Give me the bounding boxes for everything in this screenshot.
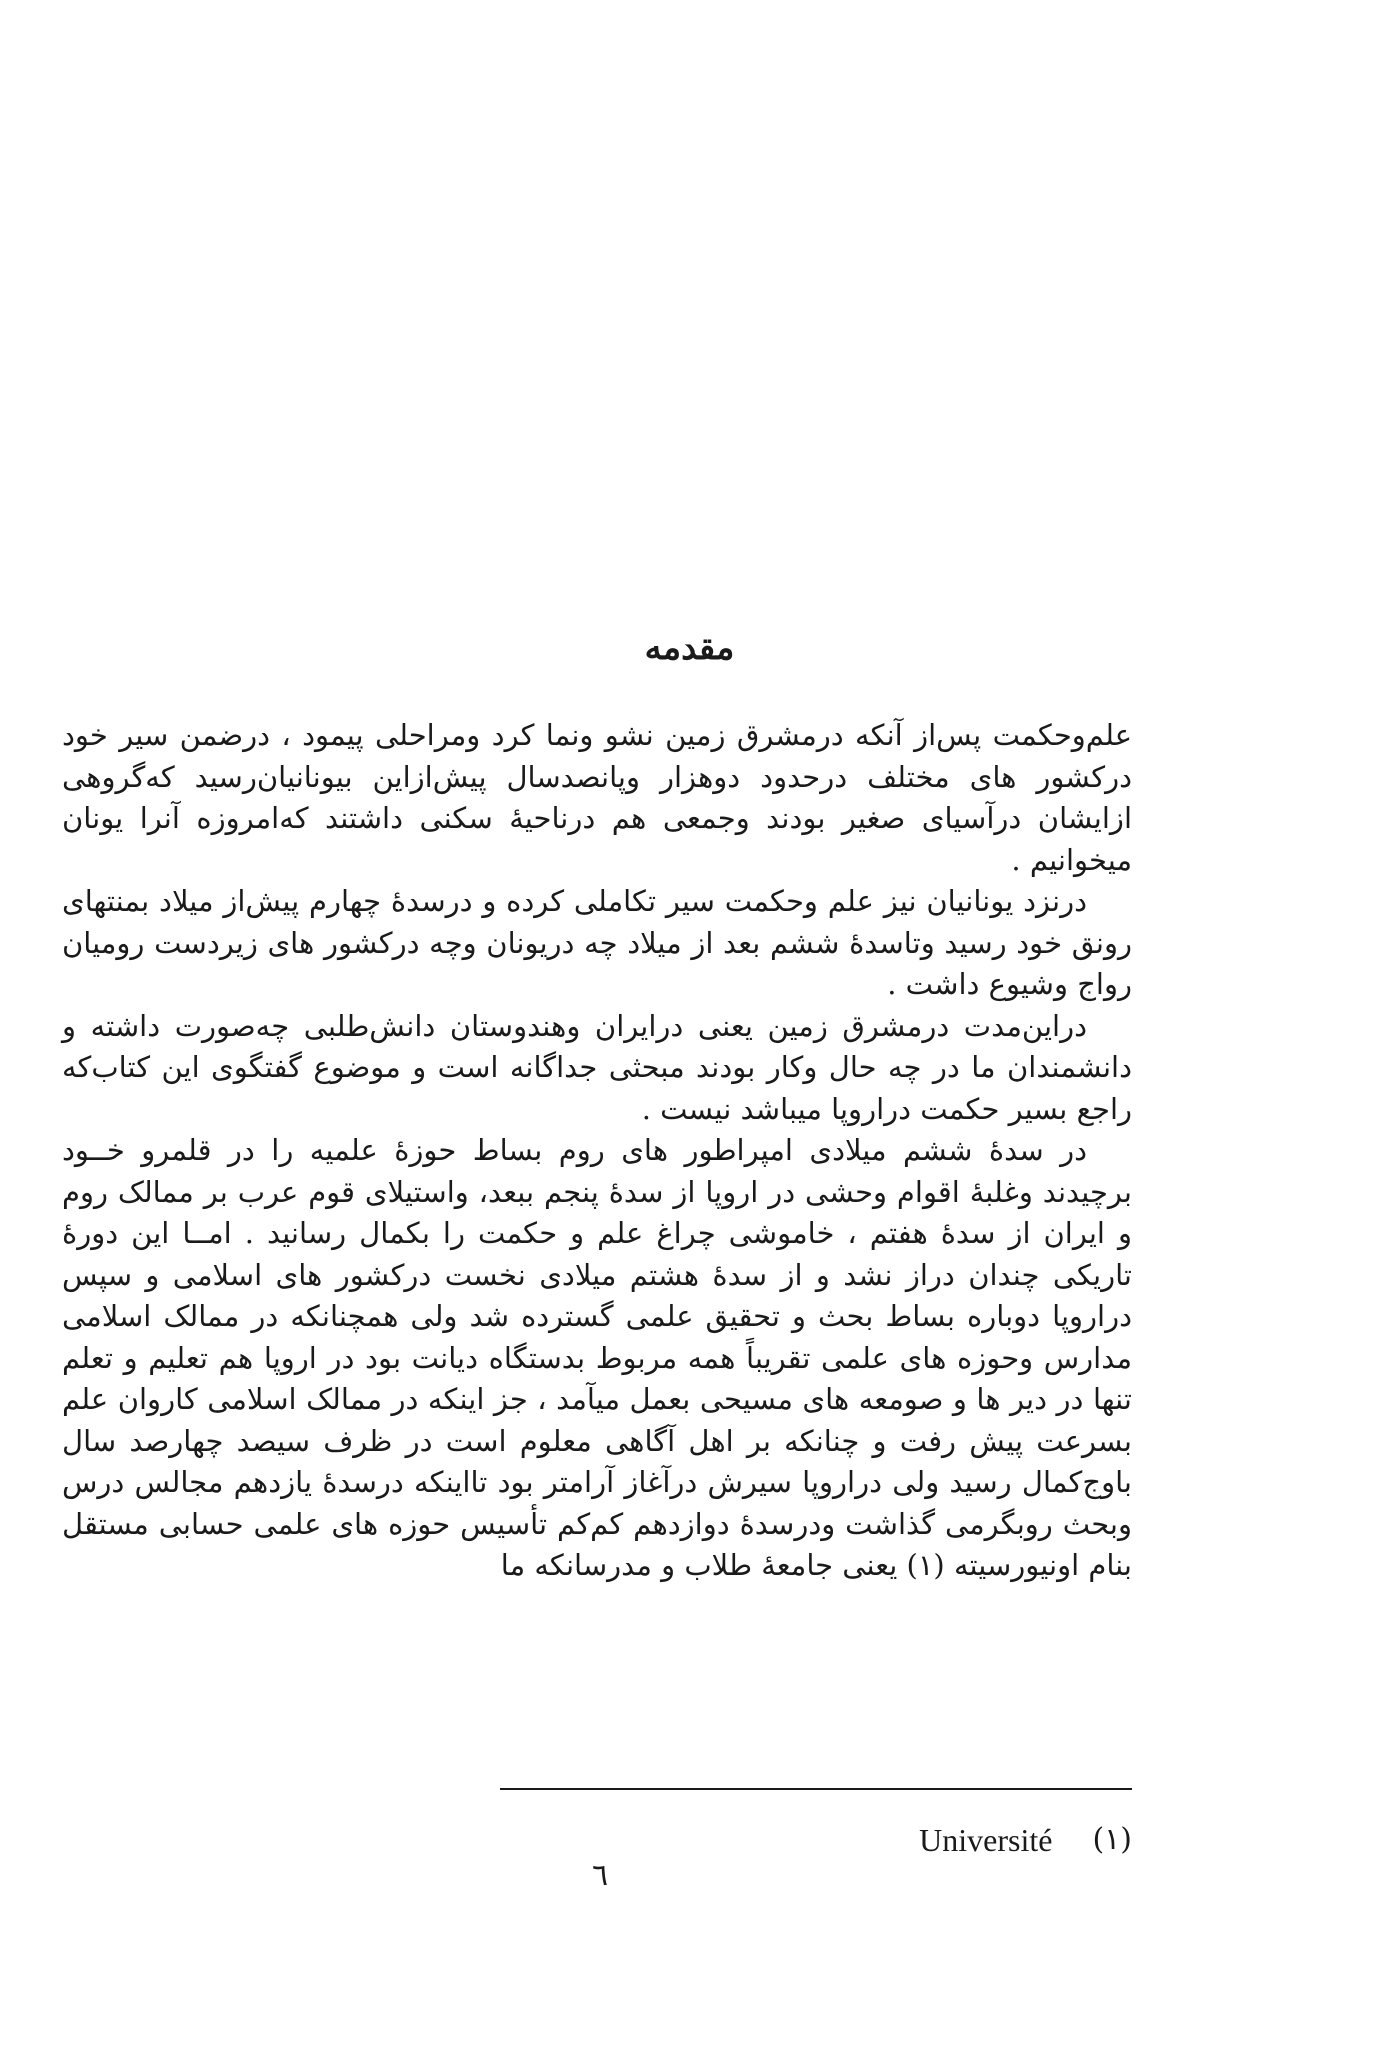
- paragraph-4: در سدهٔ ششم میلادی امپراطور های روم بساط حوزهٔ علمیه را در قلمرو خــود برچیدند وغلبهٔ اقوام وحشی در اروپا از سدهٔ پنجم ببعد، واستیلای قوم عرب بر ممالک روم و ایران از سدهٔ هفتم ، خاموشی چراغ علم و حکمت را بکمال رسانید . امــا این دورهٔ تاریکی چندان دراز نشد و از سدهٔ هشتم میلادی نخست درکشور های اسلامی و سپس دراروپا دوباره بساط بحث و تحقیق علمی گسترده شد ولی همچنانکه در ممالک اسلامی مدارس وحوزه های علمی تقریباً همه مربوط بدستگاه دیانت بود در اروپا هم تعلیم و تعلم تنها در دیر ها و صومعه های مسیحی بعمل میآمد ، جز اینکه در ممالک اسلامی کاروان علم بسرعت پیش رفت و چنانکه بر اهل آگاهی معلوم است در ظرف سیصد چهارصد سال باوج‌کمال رسید ولی دراروپا سیرش درآغاز آرامتر بود تااینکه درسدهٔ یازدهم مجالس درس وبحث روبگرمی گذاشت ودرسدهٔ دوازدهم کم‌کم تأسیس حوزه های علمی حسابی مستقل بنام اونیورسیته (۱) یعنی جامعهٔ طلاب و مدرسانکه ما: [62, 1133, 1132, 1582]
- page-title: مقدمه: [644, 628, 735, 668]
- paragraph-2: درنزد یونانیان نیز علم وحکمت سیر تکاملی کرده و درسدهٔ چهارم پیش‌از میلاد بمنتهای رونق خود رسید وتاسدهٔ ششم بعد از میلاد چه دریونان وچه درکشور های زیردست رومیان رواج وشیوع داشت .: [62, 884, 1132, 1001]
- footnote: [919, 1822, 1132, 1859]
- paragraph-1: علم‌وحکمت پس‌از آنکه درمشرق زمین نشو ونما کرد ومراحلی پیمود ، درضمن سیر خود درکشور های مختلف درحدود دوهزار وپانصدسال پیش‌ازاین بیونانیان‌رسید که‌گروهی ازایشان درآسیای صغیر بودند وجمعی هم درناحیهٔ سکنی داشتند که‌امروزه آنرا یونان میخوانیم .: [62, 718, 1132, 877]
- page-number: ٦: [591, 1858, 609, 1893]
- footnote-divider: [500, 1788, 1132, 1790]
- paragraph-3: دراین‌مدت درمشرق زمین یعنی درایران وهندوستان دانش‌طلبی چه‌صورت داشته و دانشمندان ما در چه حال وکار بودند مبحثی جداگانه است و موضوع گفتگوی این کتاب‌که راجع بسیر حکمت دراروپا میباشد نیست .: [62, 1008, 1132, 1126]
- footnote-text: Université: [919, 1822, 1053, 1858]
- body-text: [62, 715, 1132, 1587]
- footnote-marker: (۱): [1092, 1822, 1132, 1857]
